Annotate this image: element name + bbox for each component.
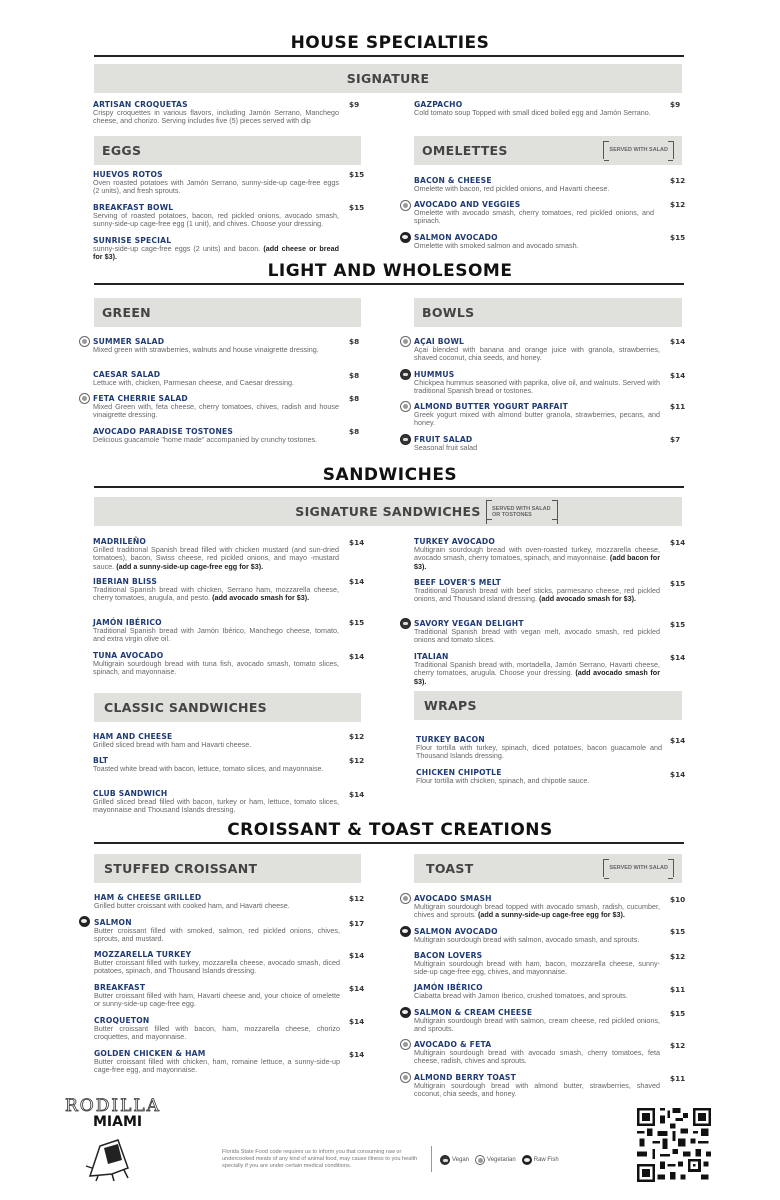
menu-item-beef-lovers-melt [414,578,660,604]
item-name: HUMMUS [414,370,455,379]
vegetarian-icon [79,393,90,404]
item-description: Grilled sliced bread with ham and Havarti cheese. [93,740,252,749]
band-label: GREEN [102,305,151,320]
item-price: $12 [670,952,686,961]
item-description: Butter croissant filled with bacon, ham, mozzarella cheese, chorizo croquettes, and mayonnaise. [94,1024,340,1042]
item-name: MOZZARELLA TURKEY [94,950,192,959]
menu-item-sunrise-special [93,236,339,262]
item-description: sunny-side-up cage-free eggs (2 units) and bacon. [93,244,261,253]
item-name: BACON LOVERS [414,951,483,960]
divider [94,283,684,285]
brand-city: MIAMI [93,1114,143,1130]
menu-item-feta-cherrie-salad [93,394,339,420]
menu-item-tuna-avocado [93,651,339,677]
menu-item-jamon-iberico-sandwich [93,618,339,644]
band-label: TOAST [426,861,474,876]
vegetarian-icon [400,336,411,347]
item-addon: (add a sunny-side-up cage-free egg for $3). [116,561,264,571]
item-description: Multigrain sourdough bread topped with avocado smash, radish, cucumber, chives and sprouts. [414,902,660,920]
item-description: Lettuce with, chicken, Parmesan cheese, and Caesar dressing. [93,378,294,387]
item-addon: (add cheese or bread for $3). [93,244,339,262]
section-title-croissant-toast: CROISSANT & TOAST CREATIONS [227,820,553,840]
item-addon: (add avocado smash for $3). [538,594,637,604]
item-name: MADRILEÑO [93,537,147,546]
item-name: GAZPACHO [414,100,463,109]
section-title-house-specialties: HOUSE SPECIALTIES [290,33,490,53]
item-description: Flour tortilla with chicken, spinach, and chipotle sauce. [416,776,590,785]
item-name: SALMON AVOCADO [414,233,498,242]
item-name: BREAKFAST [94,983,146,992]
vegetarian-icon [400,1072,411,1083]
item-name: FETA CHERRIE SALAD [93,394,188,403]
band-eggs [94,136,361,165]
chair-mascot-icon [84,1132,134,1182]
item-price: $14 [349,984,365,993]
diet-legend [440,1155,562,1165]
section-title-sandwiches: SANDWICHES [322,465,458,485]
item-price: $15 [670,1009,686,1018]
menu-item-bacon-lovers [414,951,660,977]
item-description: Multigrain sourdough bread with oven-roasted turkey, mozzarella cheese, avocado smash, cherry tomatoes, spinach, and mayonnaise. [414,545,660,563]
menu-item-salmon-croissant [94,918,340,944]
item-name: ALMOND BERRY TOAST [414,1073,516,1082]
raw-fish-icon [400,1007,411,1018]
item-name: HAM & CHEESE GRILLED [94,893,202,902]
item-name: SALMON [94,918,132,927]
item-name: ALMOND BUTTER YOGURT PARFAIT [414,402,568,411]
item-price: $8 [349,427,360,436]
vegan-icon [400,434,411,445]
served-with-tag: SERVED WITH SALAD [603,141,674,159]
item-price: $14 [349,790,365,799]
served-with-tag: SERVED WITH SALAD OR TOSTONES [486,500,558,524]
item-price: $7 [670,435,681,444]
item-price: $14 [349,652,365,661]
menu-item-almond-berry-toast [414,1073,660,1099]
item-description: Butter croissant filled with smoked, salmon, red pickled onions, chives, sprouts, and mustard. [94,926,340,944]
legend-vegan-label: Vegan [452,1157,470,1163]
item-description: Multigrain sourdough bread with salmon, cream cheese, red pickled onions, and sprouts. [414,1016,660,1034]
menu-item-bacon-cheese [414,176,660,193]
item-description: Butter croissant filled with chicken, ham, romaine lettuce, a sunny-side-up cage-free egg, and mayonnaise. [94,1057,340,1075]
item-description: Delicious guacamole "home made" accompanied by crunchy tostones. [93,435,318,444]
item-name: SUMMER SALAD [93,337,165,346]
item-name: BLT [93,756,109,765]
menu-item-ham-and-cheese [93,732,339,749]
raw-fish-icon [400,926,411,937]
item-price: $11 [670,402,686,411]
menu-item-huevos-rotos [93,170,339,196]
item-price: $8 [349,337,360,346]
item-description: Traditional Spanish bread with Jamón Ibérico, Manchego cheese, tomato, and extra virgin olive oil. [93,626,339,644]
item-description: Omelette with bacon, red pickled onions, and Havarti cheese. [414,184,610,193]
item-addon: (add avocado smash for $3). [414,668,660,686]
vegan-icon [440,1155,450,1165]
menu-item-avocado-feta [414,1040,660,1066]
item-name: TURKEY AVOCADO [414,537,495,546]
item-description: Butter croissant filled with ham, Havarti cheese and, your choice of omelette or sunny-side-up cage-free egg. [94,991,340,1009]
item-price: $14 [670,736,686,745]
item-description: Crispy croquettes in various flavors, including Jamón Serrano, Manchego cheese, and chorizo. Serving includes five (5) pieces served with dip [93,108,339,126]
menu-item-caesar-salad [93,370,339,387]
vegetarian-icon [79,336,90,347]
item-description: Açai blended with banana and orange juice with granola, strawberries, shaved coconut, chia seeds, and honey. [414,345,660,363]
item-description: Traditional Spanish bread with beef sticks, parmesano cheese, red pickled onions, and Thousand island dressing. [414,586,660,604]
item-price: $15 [670,233,686,242]
item-name: CLUB SANDWICH [93,789,168,798]
item-name: AVOCADO AND VEGGIES [414,200,521,209]
item-price: $12 [349,894,365,903]
item-description: Toasted white bread with bacon, lettuce, tomato slices, and mayonnaise. [93,764,324,773]
item-name: JAMÓN IBÉRICO [414,983,483,992]
item-price: $9 [670,100,681,109]
divider [94,486,684,488]
item-price: $11 [670,1074,686,1083]
item-price: $8 [349,394,360,403]
band-wraps [414,691,682,720]
item-price: $11 [670,985,686,994]
served-with-tag: SERVED WITH SALAD [603,859,674,877]
item-name: BACON & CHEESE [414,176,492,185]
item-name: CAESAR SALAD [93,370,161,379]
item-price: $17 [349,919,365,928]
legend-raw-fish-label: Raw Fish [533,1157,559,1163]
item-description: Butter croissant filled with turkey, mozzarella cheese, avocado smash, diced potatoes, spinach, and Thousand Islands dressing. [94,958,340,976]
band-toast [414,854,682,883]
item-name: TURKEY BACON [416,735,485,744]
menu-item-mozzarella-turkey [94,950,340,976]
item-description: Multigrain sourdough bread with almond butter, strawberries, shaved coconut, chia seeds, and honey. [414,1081,660,1099]
item-price: $12 [670,176,686,185]
item-name: TUNA AVOCADO [93,651,164,660]
item-price: $14 [349,577,365,586]
menu-item-fruit-salad [414,435,660,452]
divider [94,842,684,844]
item-description: Serving of roasted potatoes, bacon, red pickled onions, avocado smash, sunny-side-up cage-free egg (1 unit), and chives. Choose your dressing. [93,211,339,229]
band-label: WRAPS [424,698,477,713]
item-description: Chickpea hummus seasoned with paprika, olive oil, and walnuts. Served with traditional Spanish bread or tostones. [414,378,660,396]
item-description: Grilled butter croissant with cooked ham, and Havarti cheese. [94,901,290,910]
item-name: CROQUETON [94,1016,150,1025]
menu-item-club-sandwich [93,789,339,815]
item-description: Mixed Green with, feta cheese, cherry tomatoes, chives, radish and house vinaigrette dressing. [93,402,339,420]
item-description: Cold tomato soup Topped with small diced boiled egg and Jamón Serrano. [414,108,651,117]
item-name: AVOCADO SMASH [414,894,492,903]
raw-fish-icon [79,916,90,927]
band-label: SIGNATURE SANDWICHES [295,504,481,519]
item-price: $14 [349,1050,365,1059]
item-description: Greek yogurt mixed with almond butter granola, strawberries, pecans, and honey. [414,410,660,428]
item-description: Multigrain sourdough bread with avocado smash, cherry tomatoes, feta cheese, radish, chives and sprouts. [414,1048,660,1066]
menu-item-avocado-paradise-tostones [93,427,339,444]
item-description: Mixed green with strawberries, walnuts and house vinaigrette dressing. [93,345,319,354]
band-signature [94,64,682,93]
item-price: $12 [349,756,365,765]
item-price: $12 [670,1041,686,1050]
band-label: SIGNATURE [346,71,430,86]
menu-item-breakfast-bowl [93,203,339,229]
item-name: BEEF LOVER'S MELT [414,578,502,587]
item-description: Traditional Spanish bread with chicken, Serrano ham, mozzarella cheese, cherry tomatoes, arugula, and pesto. [93,585,339,603]
menu-item-acai-bowl [414,337,660,363]
brand-logo: RODILLA [65,1096,161,1116]
item-addon: (add avocado smash for $3). [212,593,310,603]
item-name: SAVORY VEGAN DELIGHT [414,619,524,628]
qr-code-icon[interactable] [637,1108,711,1182]
item-price: $9 [349,100,360,109]
vegetarian-icon [400,1039,411,1050]
item-name: AVOCADO PARADISE TOSTONES [93,427,234,436]
item-price: $14 [349,951,365,960]
item-price: $14 [349,1017,365,1026]
vegan-icon [400,618,411,629]
band-bowls [414,298,682,327]
raw-fish-icon [522,1155,532,1165]
item-price: $15 [349,203,365,212]
menu-item-italian [414,652,660,686]
divider [94,55,684,57]
item-name: ITALIAN [414,652,449,661]
item-price: $15 [670,927,686,936]
item-description: Omelette with smoked salmon and avocado smash. [414,241,579,250]
item-description: Grilled sliced bread filled with bacon, turkey or ham, lettuce, tomato slices, mayonnaise and Thousand Islands dressing. [93,797,339,815]
item-name: SALMON & CREAM CHEESE [414,1008,533,1017]
band-green [94,298,361,327]
menu-item-hummus [414,370,660,396]
menu-item-turkey-avocado [414,537,660,571]
section-title-light-and-wholesome: LIGHT AND WHOLESOME [267,261,513,281]
item-price: $10 [670,895,686,904]
item-name: SUNRISE SPECIAL [93,236,172,245]
band-omelettes [414,136,682,165]
menu-item-chicken-chipotle [416,768,662,785]
legend-vegetarian-label: Vegetarian [487,1157,516,1163]
item-description: Flour tortilla with turkey, spinach, diced potatoes, bacon guacamole and Thousand Islands dressing. [416,743,662,761]
item-description: Multigrain sourdough bread with ham, bacon, mozzarella cheese, sunny-side-up cage-free egg, chives, and mayonnaise. [414,959,660,977]
menu-item-breakfast-croissant [94,983,340,1009]
divider [431,1146,432,1172]
food-code-disclaimer: Florida State Food code requires us to inform you that consuming raw or undercooked meats of any kind of animal food, may cause illness to you health specially if you are under certain medical conditions. [222,1149,418,1169]
item-name: HUEVOS ROTOS [93,170,163,179]
menu-item-almond-butter-yogurt-parfait [414,402,660,428]
item-description: Multigrain sourdough bread with tuna fish, avocado smash, tomato slices, spinach, and mayonnaise. [93,659,339,677]
item-description: Traditional Spanish bread with vegan melt, avocado smash, red pickled onions and tomato slices. [414,627,660,645]
menu-item-avocado-smash [414,894,660,920]
menu-item-madrileno [93,537,339,571]
vegan-icon [400,369,411,380]
band-stuffed-croissant [94,854,361,883]
item-description: Multigrain sourdough bread with salmon, avocado smash, and sprouts. [414,935,640,944]
menu-item-avocado-and-veggies [414,200,654,226]
menu-item-golden-chicken-ham [94,1049,340,1075]
vegetarian-icon [475,1155,485,1165]
vegetarian-icon [400,401,411,412]
band-signature-sandwiches [94,497,682,526]
item-price: $12 [670,200,686,209]
item-price: $12 [349,732,365,741]
item-price: $8 [349,371,360,380]
item-price: $14 [349,538,365,547]
item-description: Ciabatta bread with Jamon Iberico, crushed tomatoes, and sprouts. [414,991,628,1000]
menu-item-artisan-croquetas [93,100,339,126]
menu-item-ham-cheese-grilled [94,893,340,910]
item-name: GOLDEN CHICKEN & HAM [94,1049,206,1058]
band-label: BOWLS [422,305,475,320]
item-name: CHICKEN CHIPOTLE [416,768,502,777]
item-price: $15 [670,579,686,588]
item-name: ARTISAN CROQUETAS [93,100,188,109]
item-name: AVOCADO & FETA [414,1040,492,1049]
item-price: $14 [670,337,686,346]
item-price: $14 [670,371,686,380]
menu-item-savory-vegan-delight [414,619,660,645]
item-description: Grilled traditional Spanish bread filled with chicken mustard (and sun-dried tomatoes), bacon, Swiss cheese, red pickled onions, and mayo -mustard sauce. [93,545,339,571]
item-price: $14 [670,538,686,547]
item-price: $14 [670,653,686,662]
menu-item-iberian-bliss [93,577,339,603]
item-name: AÇAI BOWL [414,337,465,346]
menu-item-salmon-avocado-toast [414,927,660,944]
vegetarian-icon [400,893,411,904]
item-price: $14 [670,770,686,779]
item-description: Traditional Spanish bread with, mortadella, Jamón Serrano, Havarti cheese, cherry tomatoes, arugula. Choose your dressing. [414,660,660,678]
item-name: SALMON AVOCADO [414,927,498,936]
item-name: BREAKFAST BOWL [93,203,174,212]
item-description: Oven roasted potatoes with Jamón Serrano, sunny-side-up cage-free eggs (2 units), and fresh sprouts. [93,178,339,196]
item-name: JAMÓN IBÉRICO [93,618,162,627]
menu-item-salmon-avocado-omelette [414,233,660,250]
item-name: IBERIAN BLISS [93,577,157,586]
menu-item-summer-salad [93,337,339,354]
menu-item-croqueton [94,1016,340,1042]
band-label: STUFFED CROISSANT [104,861,258,876]
item-price: $15 [349,618,365,627]
item-addon: (add bacon for $3). [414,553,660,571]
vegetarian-icon [400,200,411,211]
item-price: $15 [670,620,686,629]
item-description: Omelette with avocado smash, cherry tomatoes, red pickled onions, and spinach. [414,208,654,226]
item-description: Seasonal fruit salad [414,443,478,452]
item-name: FRUIT SALAD [414,435,473,444]
menu-item-blt [93,756,339,773]
band-classic-sandwiches [94,693,361,722]
menu-item-jamon-iberico-toast [414,983,660,1000]
item-name: HAM AND CHEESE [93,732,173,741]
band-label: CLASSIC SANDWICHES [104,700,267,715]
menu-item-turkey-bacon [416,735,662,761]
item-price: $15 [349,170,365,179]
menu-item-salmon-cream-cheese [414,1008,660,1034]
band-label: EGGS [102,143,142,158]
band-label: OMELETTES [422,143,508,158]
item-addon: (add a sunny-side-up cage-free egg for $3). [477,910,625,920]
raw-fish-icon [400,232,411,243]
menu-item-gazpacho [414,100,660,117]
